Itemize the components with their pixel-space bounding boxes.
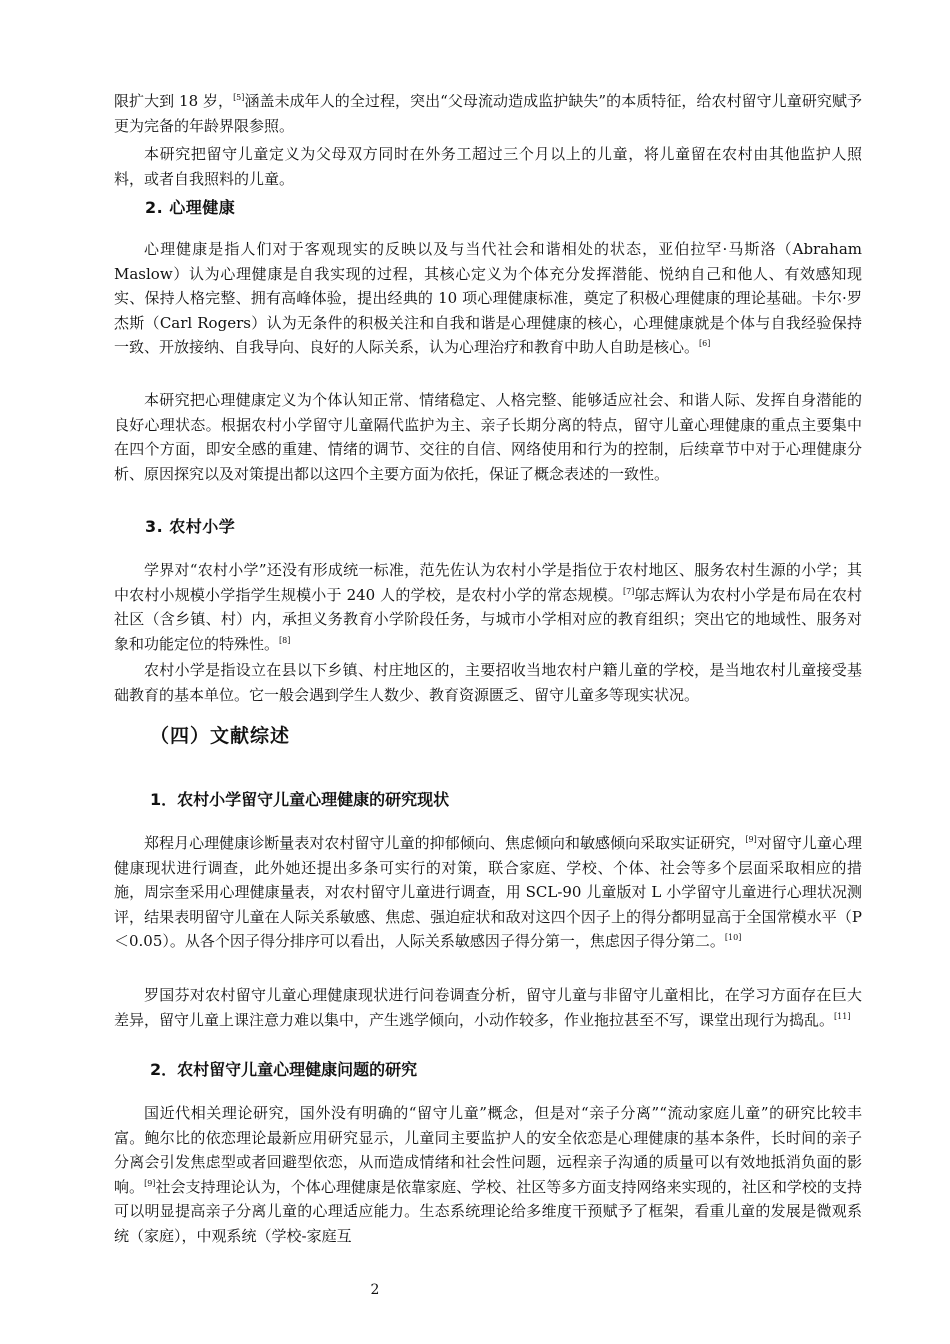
- paragraph-rural-school-definition: 农村小学是指设立在县以下乡镇、村庄地区的，主要招收当地农村户籍儿童的学校，是当地农村儿童接受基础教育的基本单位。它一般会遇到学生人数少、教育资源匮乏、留守儿童多等现实状况。: [114, 661, 862, 704]
- citation: [8]: [279, 635, 291, 645]
- paragraph-foreign-research: [114, 1101, 862, 1249]
- citation: [6]: [699, 339, 711, 349]
- heading-literature-review: （四）文献综述: [150, 725, 291, 747]
- citation: [9]: [144, 1178, 156, 1188]
- heading-rural-primary-school: 3. 农村小学: [145, 517, 236, 536]
- heading-mental-health: 2. 心理健康: [145, 198, 236, 217]
- text: 学界对“农村小学”还没有形成统一标准，范先佐认为农村小学是指位于农村地区、服务农村生源的小学；其中农村小规模小学指学生规模小于 240 人的学校，是农村小学的常态规模。: [114, 561, 862, 604]
- paragraph-mental-health-definition: 本研究把心理健康定义为个体认知正常、情绪稳定、人格完整、能够适应社会、和谐人际、发挥自身潜能的良好心理状态。根据农村小学留守儿童隔代监护为主、亲子长期分离的特点，留守儿童心理健康的重点主要集中在四个方面，即安全感的重建、情绪的调节、交往的自信、网络使用和行为的控制，后续章节中对于心理健康分析、原因探究以及对策提出都以这四个主要方面为依托，保证了概念表述的一致性。: [114, 391, 862, 483]
- text: 郑程月心理健康诊断量表对农村留守儿童的抑郁倾向、焦虑倾向和敏感倾向采取实证研究，: [144, 834, 746, 852]
- text: 国近代相关理论研究，国外没有明确的“留守儿童”概念，但是对“亲子分离”“流动家庭儿童”的研究比较丰富。鲍尔比的依恋理论最新应用研究显示，儿童同主要监护人的安全依恋是心理健康的基本条件，长时间的亲子分离会引发焦虑型或者回避型依恋，从而造成情绪和社会性问题，远程亲子沟通的质量可以有效地抵消负面的影响。: [114, 1104, 862, 1196]
- paragraph-luo-guofen: [114, 983, 862, 1032]
- citation: [9]: [745, 835, 757, 844]
- paragraph-research-status: [114, 831, 862, 954]
- page-number: 2: [370, 1282, 380, 1298]
- heading-problem-research: 2．农村留守儿童心理健康问题的研究: [150, 1060, 418, 1079]
- text: 涵盖未成年人的全过程，突出“父母流动造成监护缺失”的本质特征，给农村留守儿童研究赋予更为完备的年龄界限参照。: [114, 92, 863, 135]
- heading-research-status: 1．农村小学留守儿童心理健康的研究现状: [150, 790, 450, 809]
- paragraph-mental-health-theory: [114, 237, 862, 360]
- text: 心理健康是指人们对于客观现实的反映以及与当代社会和谐相处的状态，亚伯拉罕·马斯洛（Abraham Maslow）认为心理健康是自我实现的过程，其核心定义为个体充分发挥潜能、悦纳自己和他人、有效感知现实、保持人格完整、拥有高峰体验，提出经典的 10 项心理健康标准，奠定了积极心理健康的理论基础。卡尔·罗杰斯（Carl Rogers）认为无条件的积极关注和自我和谐是心理健康的核心，心理健康就是个体与自我经验保持一致、开放接纳、自我导向、良好的人际关系，认为心理治疗和教育中助人自助是核心。: [114, 240, 862, 357]
- text: 社会支持理论认为，个体心理健康是依靠家庭、学校、社区等多方面支持网络来实现的，社区和学校的支持可以明显提高亲子分离儿童的心理适应能力。生态系统理论给多维度干预赋予了框架，看重儿童的发展是微观系统（家庭），中观系统（学校-家庭互: [114, 1177, 862, 1245]
- paragraph-age-range: [114, 89, 862, 138]
- text: 对留守儿童心理健康现状进行调查，此外她还提出多条可实行的对策，联合家庭、学校、个体、社会等多个层面采取相应的措施，周宗奎采用心理健康量表，对农村留守儿童进行调查，用 SCL-90 儿童版对 L 小学留守儿童进行心理状况测评，结果表明留守儿童在人际关系敏感、焦虑、强迫症状和敌对这四个因子上的得分都明显高于全国常模水平（P＜0.05）。从各个因子得分排序可以看出，人际关系敏感因子得分第一，焦虑因子得分第二。: [114, 834, 862, 951]
- citation: [11]: [834, 1011, 851, 1021]
- citation: [10]: [724, 933, 742, 943]
- citation: [7]: [623, 586, 635, 596]
- citation: [5]: [233, 93, 245, 102]
- text: 限扩大到 18 岁，: [114, 92, 234, 110]
- text: 罗国芬对农村留守儿童心理健康现状进行问卷调查分析，留守儿童与非留守儿童相比，在学习方面存在巨大差异，留守儿童上课注意力难以集中，产生逃学倾向，小动作较多，作业拖拉甚至不写，课堂出现行为捣乱。: [114, 986, 862, 1029]
- paragraph-rural-school-literature: [114, 558, 862, 656]
- paragraph-definition-left-behind: 本研究把留守儿童定义为父母双方同时在外务工超过三个月以上的儿童，将儿童留在农村由其他监护人照料，或者自我照料的儿童。: [114, 145, 862, 188]
- text: 邬志辉认为农村小学是布局在农村社区（含乡镇、村）内，承担义务教育小学阶段任务，与城市小学相对应的教育组织；突出它的地域性、服务对象和功能定位的特殊性。: [114, 585, 862, 653]
